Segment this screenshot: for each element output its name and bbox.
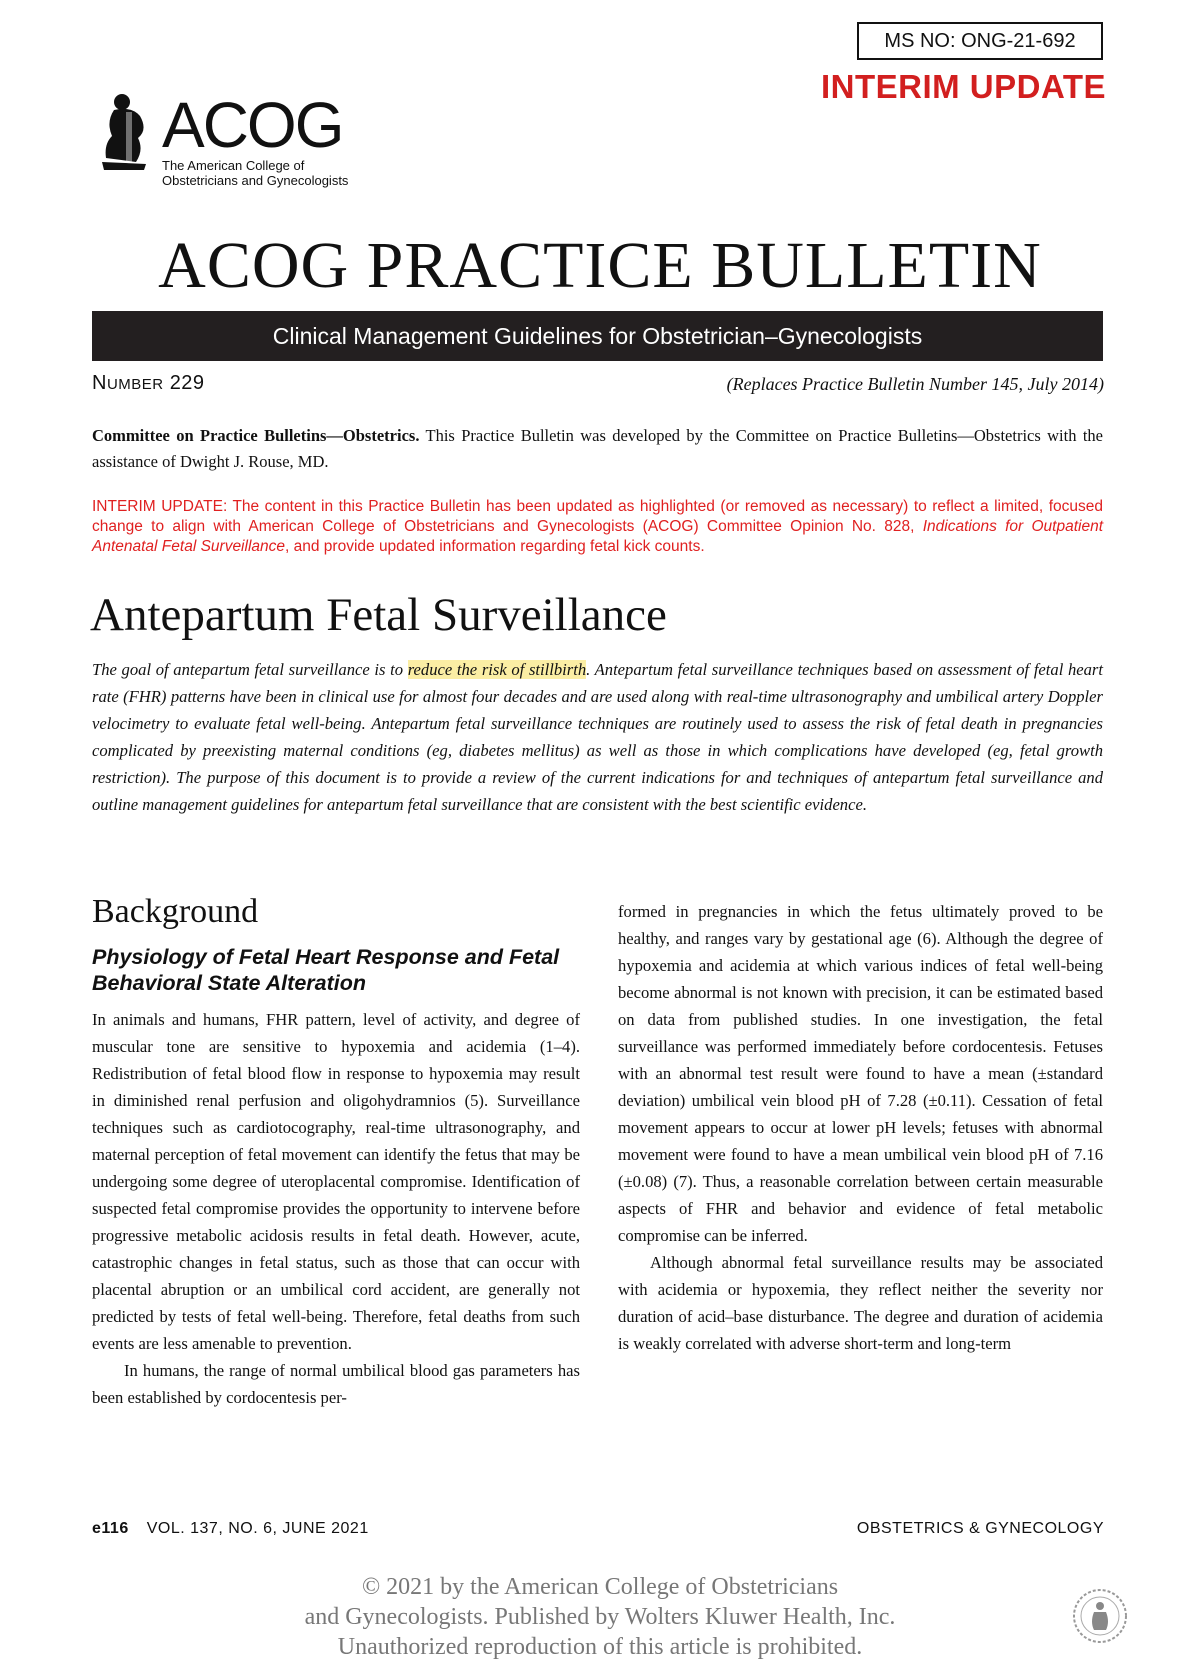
interim-text-citation: Indications for Outpatient Antenatal Fetal Surveillance [92, 518, 1103, 555]
subsection-heading: Physiology of Fetal Heart Response and Fetal Behavioral State Alteration [92, 945, 560, 995]
paragraph: Although abnormal fetal surveillance results may be associated with acidemia or hypoxemia, they reflect neither the severity nor duration of acid–base disturbance. The degree and duration of acidemia is weakly correlated with adverse short-term and long-term [618, 1253, 1103, 1353]
number-prefix: N [92, 372, 107, 394]
acog-seal-icon [1072, 1588, 1128, 1649]
interim-update-note [92, 497, 1103, 557]
number-value: 229 [169, 372, 205, 394]
number-label: UMBER [106, 376, 164, 393]
abstract [92, 656, 1103, 818]
left-column [92, 1006, 580, 1411]
right-column [618, 898, 1103, 1357]
guidelines-banner: Clinical Management Guidelines for Obstetrician–Gynecologists [92, 311, 1103, 361]
page-number: e116 [92, 1520, 129, 1537]
abstract-text: . Antepartum fetal surveillance techniques based on assessment of fetal heart rate (FHR) patterns have been in clinical use for almost four decades and are used along with real-time ultrasonography and umbilical artery Doppler velocimetry to evaluate fetal well-being. Antepartum fetal surveillance techniques are routinely used to assess the risk of fetal death in pregnancies complicated by preexisting maternal conditions (eg, diabetes mellitus) as well as those in which complications have developed (eg, fetal growth restriction). The purpose of this document is to provide a review of the current indications for and techniques of antepartum fetal surveillance and outline management guidelines for antepartum fetal surveillance that are consistent with the best scientific evidence. [92, 660, 1103, 814]
interim-text-part: , and provide updated information regarding fetal kick counts. [285, 538, 705, 555]
logo-subtitle-line: The American College of [162, 158, 305, 173]
committee-name: Committee on Practice Bulletins—Obstetrics. [92, 426, 420, 445]
article-title: Antepartum Fetal Surveillance [90, 589, 667, 641]
copyright-line: © 2021 by the American College of Obstetricians [361, 1574, 839, 1600]
copyright-line: and Gynecologists. Published by Wolters Kluwer Health, Inc. [304, 1604, 896, 1630]
journal-name: OBSTETRICS & GYNECOLOGY [856, 1520, 1104, 1537]
bulletin-title: ACOG PRACTICE BULLETIN [158, 229, 1042, 302]
bulletin-number [92, 372, 205, 395]
logo-subtitle [162, 158, 348, 188]
committee-note [92, 423, 1103, 475]
manuscript-number: MS NO: ONG-21-692 [857, 22, 1103, 60]
acog-logo-icon [96, 92, 156, 177]
footer-citation [92, 1520, 369, 1538]
logo-subtitle-line: Obstetricians and Gynecologists [162, 173, 349, 188]
logo-wordmark: ACOG [162, 89, 343, 161]
committee-text: This Practice Bulletin was developed by the Committee on Practice Bulletins—Obstetrics with the assistance of Dwight J. Rouse, MD. [92, 426, 1103, 471]
paragraph: In humans, the range of normal umbilical blood gas parameters has been established by cordocentesis per- [92, 1361, 580, 1407]
abstract-highlight: reduce the risk of stillbirth [407, 660, 587, 679]
volume-info: VOL. 137, NO. 6, JUNE 2021 [146, 1520, 369, 1537]
paragraph: In animals and humans, FHR pattern, level of activity, and degree of muscular tone are sensitive to hypoxemia and acidemia (1–4). Redistribution of fetal blood flow in response to hypoxemia may result in diminished renal perfusion and oligohydramnios (5). Surveillance techniques such as cardiotocography, real-time ultrasonography, and maternal perception of fetal movement can identify the fetus that may be undergoing some degree of uteroplacental compromise. Identification of suspected fetal compromise provides the opportunity to intervene before progressive metabolic acidosis results in fetal death. However, acute, catastrophic changes in fetal status, such as those that can occur with placental abruption or an umbilical cord accident, are generally not predicted by tests of fetal well-being. Therefore, fetal deaths from such events are less amenable to prevention. [92, 1010, 580, 1353]
replaces-note: (Replaces Practice Bulletin Number 145, July 2014) [726, 374, 1104, 394]
interim-text-part: INTERIM UPDATE: The content in this Practice Bulletin has been updated as highlighted (or removed as necessary) to reflect a limited, focused change to align with American College of Obstetricians and Gynecologists (ACOG) Committee Opinion No. 828, [92, 498, 1103, 535]
paragraph: formed in pregnancies in which the fetus ultimately proved to be healthy, and ranges vary by gestational age (6). Although the degree of hypoxemia and acidemia at which various indices of fetal well-being become abnormal is not known with precision, it can be estimated based on data from published studies. In one investigation, the fetal surveillance was performed immediately before cordocentesis. Fetuses with an abnormal test result were found to have a mean (±standard deviation) umbilical vein blood pH of 7.28 (±0.11). Cessation of fetal movement appears to occur at lower pH levels; fetuses with abnormal movement were found to have a mean umbilical vein blood pH of 7.16 (±0.08) (7). Thus, a reasonable correlation between certain measurable aspects of FHR and behavior and evidence of fetal metabolic compromise can be inferred. [618, 902, 1103, 1245]
copyright-notice [0, 1572, 1200, 1662]
interim-update-label: INTERIM UPDATE [820, 68, 1106, 105]
abstract-text: The goal of antepartum fetal surveillance is to [92, 660, 408, 679]
section-heading: Background [92, 893, 259, 930]
copyright-line: Unauthorized reproduction of this article is prohibited. [337, 1634, 863, 1660]
